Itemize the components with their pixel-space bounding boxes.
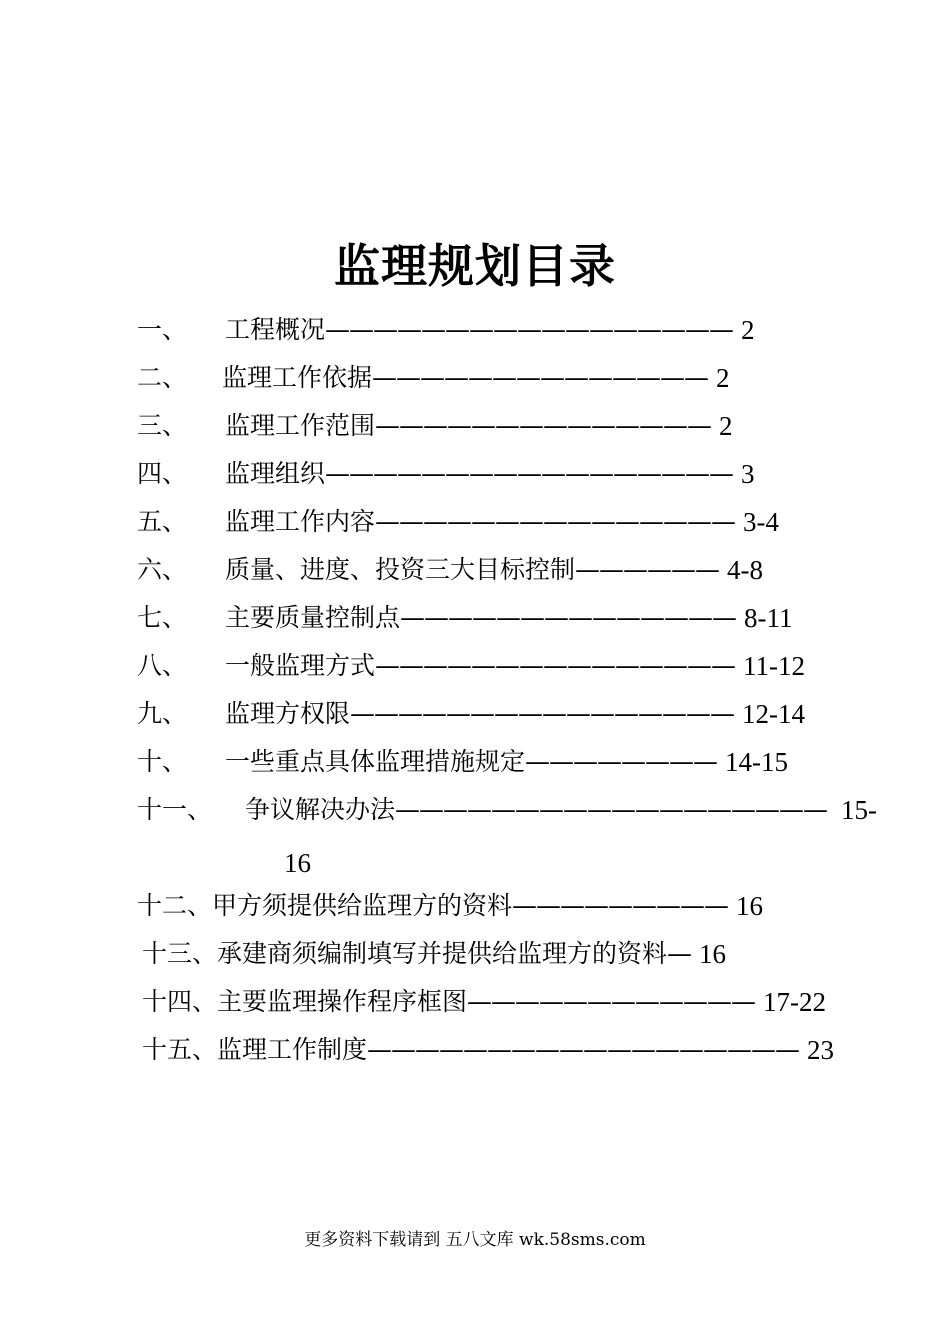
toc-entry-page: 14-15 [725,747,789,777]
toc-entry-number: 十四、 [142,987,218,1016]
toc-entry-leader: —————————————————— [395,795,828,824]
toc-entry-leader: ————————————————— [325,459,734,488]
toc-entry-page: 8-11 [744,603,793,633]
toc-entry-number: 一、 [137,315,188,344]
toc-entry-label: 监理工作制度 [217,1035,368,1064]
toc-entry-number: 十五、 [142,1035,218,1064]
toc-entry-leader: —————————————— [400,603,737,632]
toc-entry-number: 八、 [137,651,188,680]
toc-entry-leader: —————————————— [375,411,712,440]
toc-entry-label: 监理组织 [225,459,326,488]
toc-entry-label: 监理工作内容 [225,507,376,536]
toc-entry-label: 承建商须编制填写并提供给监理方的资料 [217,939,668,968]
toc-entry-page-continuation: 16 [284,848,311,878]
toc-entry[interactable] [137,498,779,546]
toc-entry[interactable] [137,738,788,786]
toc-entry-page: 11-12 [743,651,806,681]
toc-entry-page: 15- [841,795,878,825]
toc-entry-leader: —————————————————— [367,1035,800,1064]
toc-entry-leader: — [667,939,692,968]
toc-entry-label: 一般监理方式 [225,651,376,680]
toc-entry-number: 十二、 [137,891,213,920]
toc-entry-leader: ———————————————— [350,699,735,728]
toc-entry-page: 3 [741,459,755,489]
toc-entry-label: 工程概况 [225,315,326,344]
toc-entry-page: 17-22 [763,987,827,1017]
toc-entry-number: 九、 [137,699,188,728]
toc-entry-page: 2 [741,315,755,345]
toc-entry-label: 甲方须提供给监理方的资料 [212,891,513,920]
toc-entry-label: 主要质量控制点 [225,603,401,632]
toc-entry-page: 3-4 [743,507,780,537]
toc-entry[interactable] [137,546,763,594]
toc-entry-number: 四、 [137,459,188,488]
toc-entry[interactable] [137,690,805,738]
toc-entry-page: 12-14 [742,699,806,729]
toc-entry[interactable] [137,402,733,450]
toc-entry[interactable] [142,930,726,978]
toc-entry[interactable] [137,882,763,930]
toc-entry[interactable] [142,1026,834,1074]
toc-entry-label: 监理工作范围 [225,411,376,440]
toc-entry-page: 23 [807,1035,835,1065]
toc-entry-number: 六、 [137,555,188,584]
page-title: 监理规划目录 [334,239,616,293]
toc-entry-leader: ————————————————— [325,315,734,344]
toc-entry-leader: ———————— [525,747,718,776]
toc-entry-leader: —————— [575,555,720,584]
toc-entry[interactable] [137,642,805,690]
toc-entry[interactable] [137,786,877,834]
toc-entry-label: 一些重点具体监理措施规定 [225,747,526,776]
toc-entry-page: 2 [719,411,733,441]
toc-entry-leader: ——————————————— [375,651,736,680]
toc-entry-number: 十三、 [142,939,218,968]
toc-entry[interactable] [137,450,755,498]
toc-entry-label: 质量、进度、投资三大目标控制 [225,555,576,584]
toc-entry-leader: ——————————————— [375,507,736,536]
toc-entry-label: 争议解决办法 [245,795,396,824]
toc-entry-page: 16 [699,939,727,969]
toc-entry-number: 七、 [137,603,188,632]
toc-entry[interactable] [137,306,755,354]
toc-entry-number: 五、 [137,507,188,536]
toc-entry-page: 16 [736,891,764,921]
toc-entry-leader: ————————— [512,891,729,920]
toc-entry-label: 监理工作依据 [222,363,373,392]
toc-entry[interactable] [137,354,730,402]
toc-entry-label: 主要监理操作程序框图 [217,987,468,1016]
toc-entry-page: 4-8 [727,555,764,585]
toc-entry-number: 十一、 [137,795,213,824]
toc-entry-number: 十、 [137,747,188,776]
toc-entry-number: 二、 [137,363,188,392]
toc-entry[interactable] [137,594,793,642]
footer-note: 更多资料下载请到 五八文库 wk.58sms.com [304,1230,646,1250]
toc-entry[interactable] [142,978,826,1026]
toc-entry-number: 三、 [137,411,188,440]
toc-entry-page: 2 [716,363,730,393]
toc-entry-leader: ———————————— [467,987,756,1016]
toc-entry-leader: —————————————— [372,363,709,392]
toc-entry-label: 监理方权限 [225,699,351,728]
